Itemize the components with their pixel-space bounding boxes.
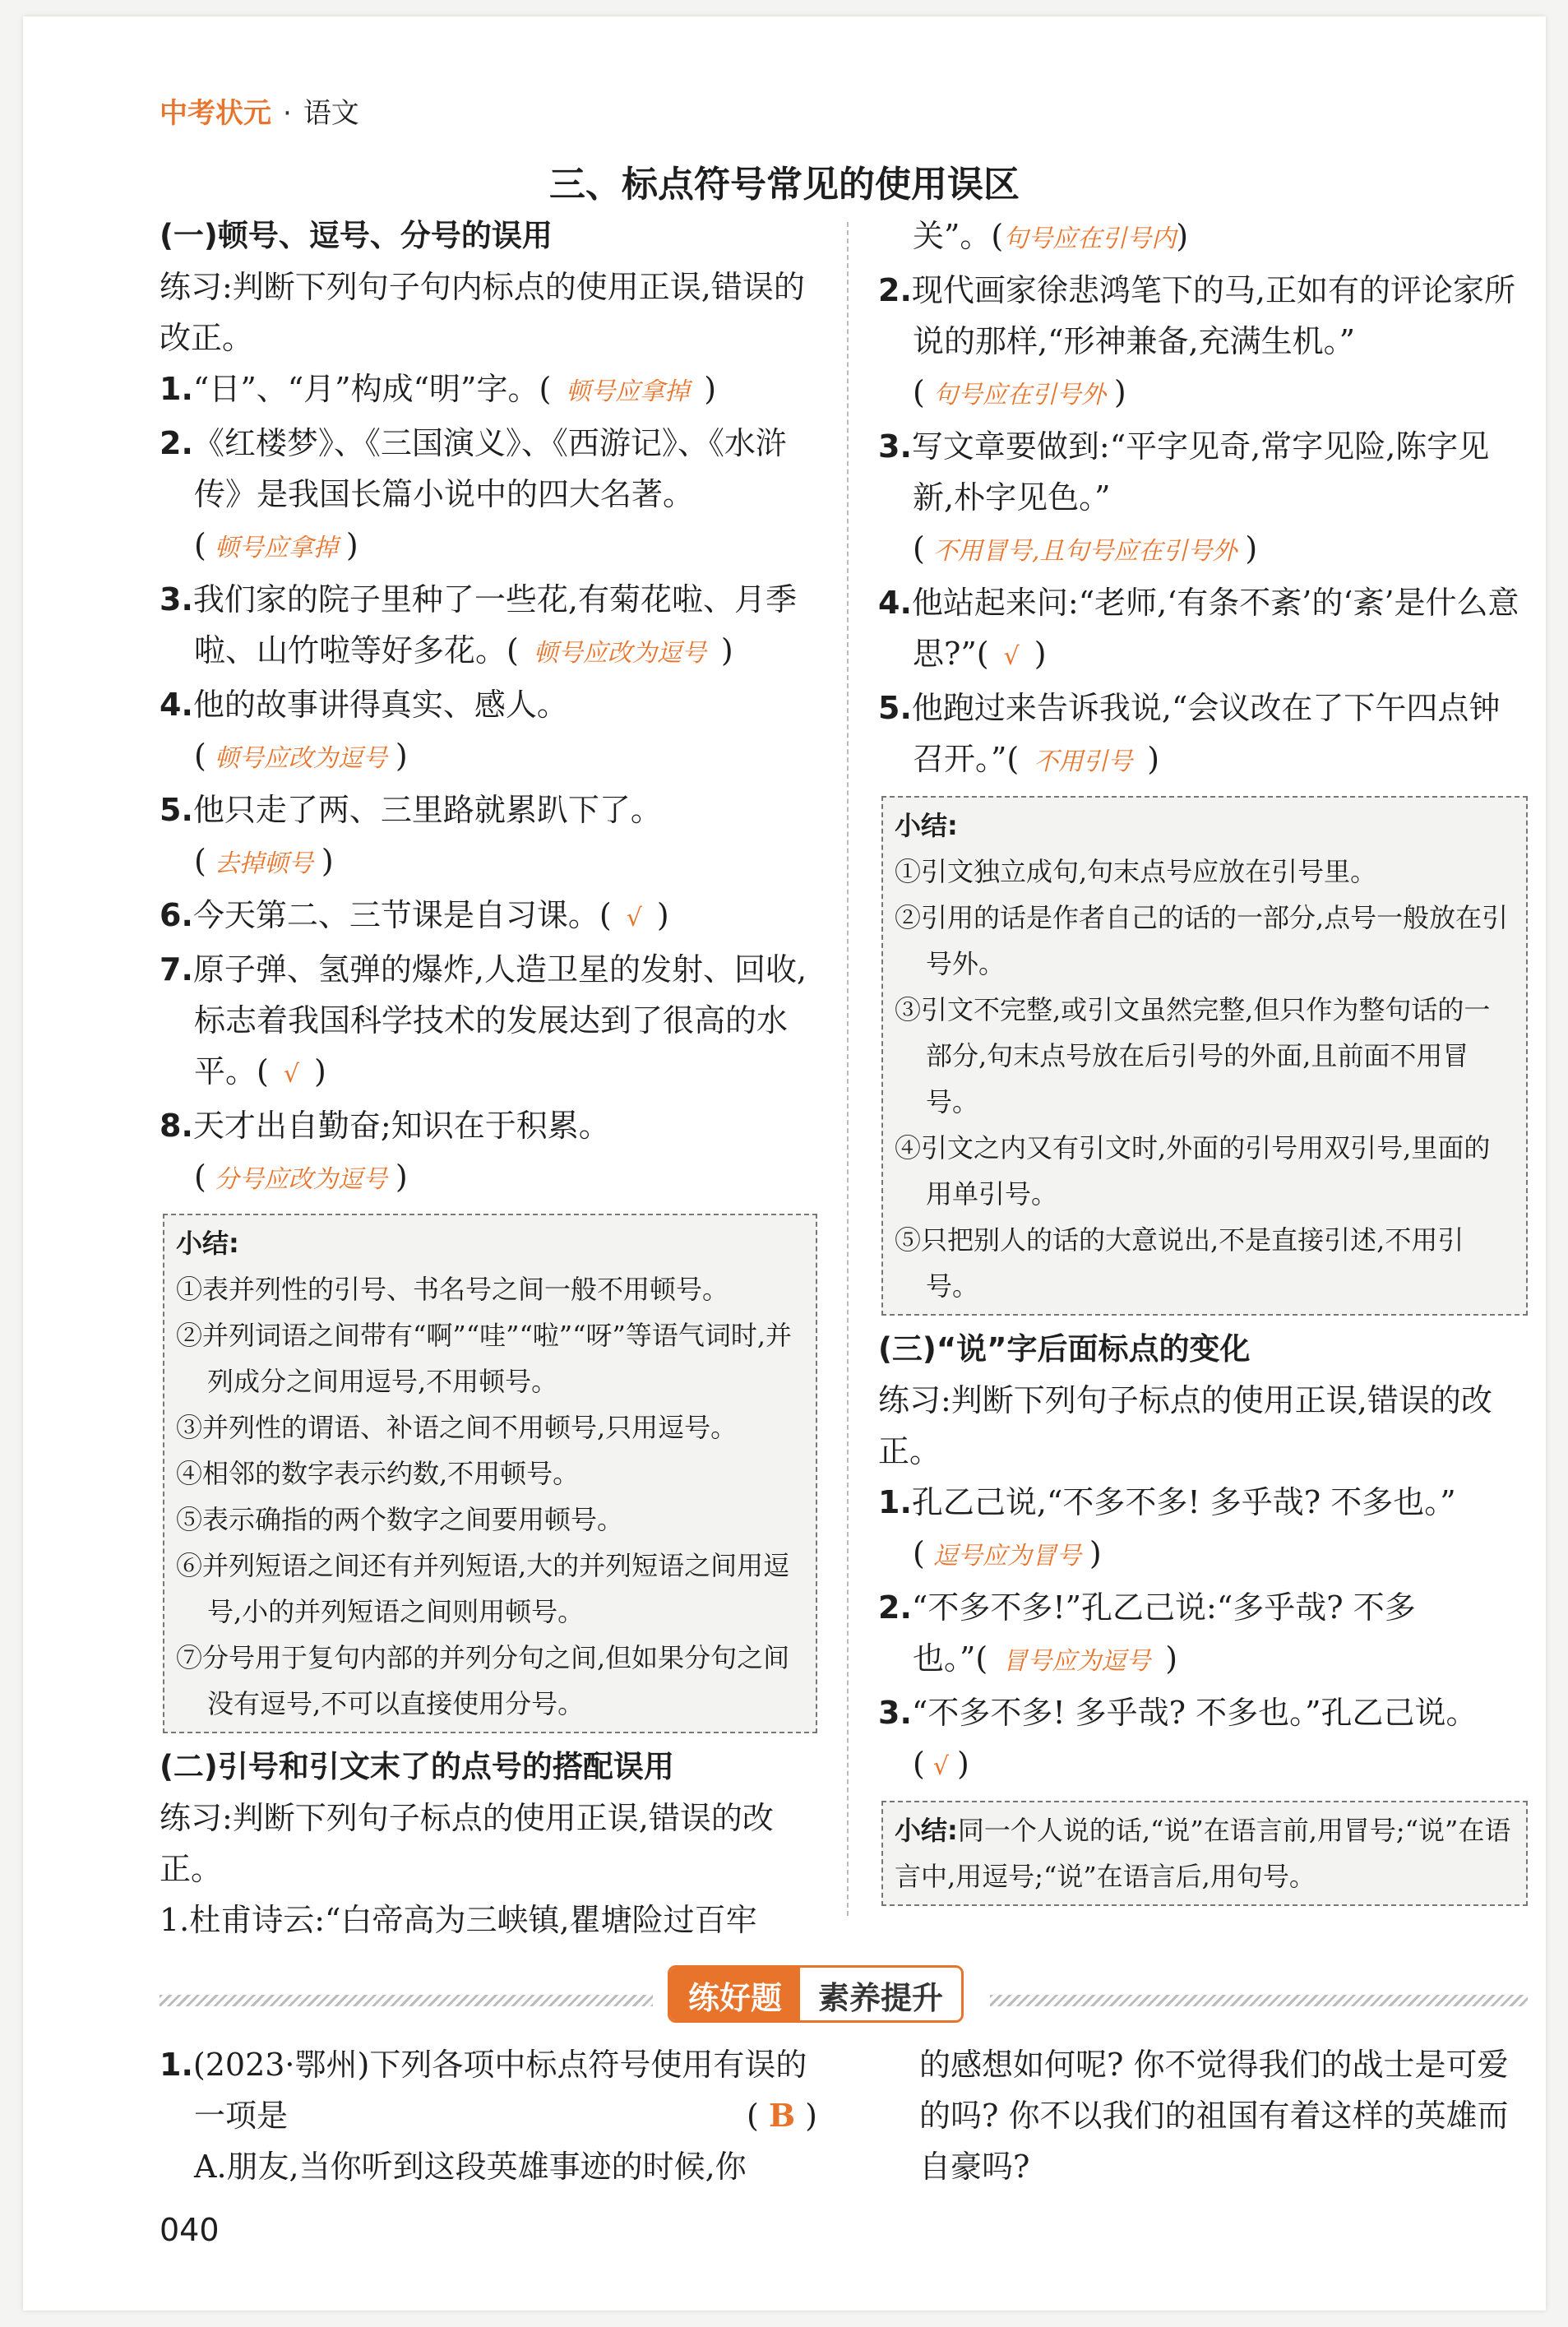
exercise-item — [878, 265, 1528, 421]
item-number: 5. — [878, 690, 912, 726]
item-text: 他站起来问:“老师,‘有条不紊’的‘紊’是什么意思?”( — [911, 585, 1519, 672]
subject-label: 语文 — [303, 97, 359, 130]
answer-line: ( 去掉顿号 ) — [194, 843, 334, 879]
answer-letter: B — [768, 2097, 796, 2134]
paren-close: ) — [805, 2098, 817, 2134]
item-text: 他的故事讲得真实、感人。 — [192, 687, 568, 723]
question-stem — [160, 2039, 817, 2141]
summary-heading: 小结: — [176, 1228, 239, 1259]
item-number: 3. — [878, 428, 912, 465]
exercise-item — [878, 1477, 1528, 1582]
item-text: 1.杜甫诗云:“白帝高为三峡镇,瞿塘险过百牢 — [160, 1902, 757, 1938]
paren-close: ) — [656, 897, 669, 933]
exercise-item — [878, 682, 1528, 788]
answer-text: 冒号应为逗号 — [1002, 1647, 1151, 1676]
exercise-item — [160, 679, 817, 784]
summary-item: ②引用的话是作者自己的话的一部分,点号一般放在引号外。 — [895, 902, 1509, 979]
exercise-item — [160, 574, 817, 679]
exercise-item — [160, 363, 817, 418]
exercise-item — [878, 577, 1528, 682]
page-header — [160, 90, 359, 131]
section-2-instruction: 练习:判断下列句子标点的使用正误,错误的改正。 — [160, 1800, 774, 1887]
banner-label-b: 素养提升 — [800, 1968, 961, 2020]
option-a: A.朋友,当你听到这段英雄事迹的时候,你 — [194, 2149, 747, 2185]
section-3-instruction: 练习:判断下列句子标点的使用正误,错误的改正。 — [878, 1382, 1492, 1469]
summary-list — [895, 849, 1515, 1309]
item-number: 1. — [878, 1484, 912, 1520]
paren-close: ) — [704, 371, 717, 407]
summary-item: ②并列词语之间带有“啊”“哇”“啦”“呀”等语气词时,并列成分之间用逗号,不用顿号。 — [176, 1320, 793, 1397]
summary-text: 同一个人说的话,“说”在语言前,用冒号;“说”在语言中,用逗号;“说”在语言后,用句号。 — [895, 1815, 1511, 1892]
item-number: 3. — [878, 1695, 912, 1731]
item-number: 2. — [878, 272, 912, 308]
item-number: 2. — [160, 425, 193, 461]
answer-line: ( 不用冒号,且句号应在引号外 ) — [913, 530, 1258, 567]
item-number: 6. — [160, 897, 193, 933]
summary-item: ④引文之内又有引文时,外面的引号用双引号,里面的用单引号。 — [895, 1132, 1491, 1210]
banner-hatch-left — [160, 1995, 653, 2006]
exercise-item — [878, 1687, 1528, 1793]
exercise-item — [160, 1100, 817, 1205]
item-number: 5. — [160, 792, 193, 828]
paren-close: ) — [1165, 1640, 1178, 1677]
item-text: 他只走了两、三里路就累趴下了。 — [192, 792, 662, 828]
exercise-item — [160, 784, 817, 890]
section-banner — [160, 1965, 1528, 2023]
answer-text: √ — [1003, 642, 1020, 671]
item-text: 写文章要做到:“平字见奇,常字见险,陈字见新,朴字见色。” — [911, 428, 1490, 516]
exercise-item — [160, 418, 817, 574]
exercise-item — [160, 890, 817, 944]
section-1-instruction: 练习:判断下列句子句内标点的使用正误,错误的改正。 — [160, 269, 805, 356]
paren-open: ( — [747, 2098, 759, 2134]
item-text: “不多不多! 多乎哉? 不多也。”孔乙己说。 — [911, 1695, 1478, 1731]
section-2-heading: (二)引号和引文末了的点号的搭配误用 — [160, 1749, 674, 1784]
answer-line: ( 分号应改为逗号 ) — [194, 1159, 408, 1195]
summary-item: ⑤只把别人的话的大意说出,不是直接引述,不用引号。 — [895, 1224, 1464, 1302]
answer-slot — [747, 2090, 817, 2141]
banner-hatch-right — [990, 1995, 1528, 2006]
section-1-heading: (一)顿号、逗号、分号的误用 — [160, 218, 553, 253]
section-3-items — [878, 1477, 1528, 1793]
page-number: 040 — [160, 2212, 220, 2248]
answer-text: 去掉顿号 — [214, 849, 313, 878]
answer-line: ( 逗号应为冒号 ) — [913, 1535, 1102, 1571]
answer-line: ( 顿号应拿掉 ) — [194, 527, 358, 563]
summary-item: ⑤表示确指的两个数字之间要用顿号。 — [176, 1504, 624, 1535]
answer-text: 顿号应拿掉 — [566, 377, 690, 406]
paren-close: ) — [720, 632, 733, 668]
item-text: 他跑过来告诉我说,“会议改在了下午四点钟召开。”( — [911, 690, 1501, 777]
item-text: 现代画家徐悲鸿笔下的马,正如有的评论家所说的那样,“形神兼备,充满生机。” — [911, 272, 1515, 359]
item-text: “日”、“月”构成“明”字。( — [192, 371, 552, 407]
item-number: 3. — [160, 581, 193, 618]
banner-tag — [668, 1965, 964, 2023]
banner-label-a: 练好题 — [670, 1968, 800, 2020]
answer-text: 逗号应为冒号 — [932, 1542, 1081, 1571]
section-2-summary — [881, 796, 1528, 1316]
answer-text: 顿号应改为逗号 — [533, 639, 706, 668]
answer-text: √ — [626, 904, 642, 932]
item-number: 8. — [160, 1108, 193, 1144]
item-text: 关”。( — [913, 218, 1004, 254]
item-number: 4. — [160, 687, 193, 723]
item-text: 今天第二、三节课是自习课。( — [192, 897, 612, 933]
section-2-item-1-continued: 关”。(句号应在引号内) — [913, 218, 1189, 254]
section-1-summary — [163, 1214, 817, 1733]
section-3-summary — [881, 1801, 1528, 1906]
paren-close: ) — [313, 1053, 326, 1089]
right-column — [878, 210, 1528, 1914]
summary-item: ⑦分号用于复句内部的并列分句之间,但如果分句之间没有逗号,不可以直接使用分号。 — [176, 1642, 790, 1719]
answer-line: ( 句号应在引号外 ) — [913, 374, 1126, 410]
exercise-item — [160, 944, 817, 1100]
section-2-item-1 — [160, 1894, 817, 1945]
exercise-item — [878, 421, 1528, 577]
item-number: 7. — [160, 951, 193, 988]
item-number: 2. — [878, 1589, 912, 1626]
summary-item: ①引文独立成句,句末点号应放在引号里。 — [895, 856, 1377, 887]
section-2-items — [878, 265, 1528, 788]
paren-close: ) — [1034, 636, 1047, 672]
answer-line: ( 顿号应改为逗号 ) — [194, 738, 408, 774]
item-text: 《红楼梦》、《三国演义》、《西游记》、《水浒传》是我国长篇小说中的四大名著。 — [192, 425, 787, 512]
summary-heading: 小结: — [895, 1815, 958, 1846]
summary-item: ①表并列性的引号、书名号之间一般不用顿号。 — [176, 1274, 729, 1305]
option-a-continued: 的感想如何呢? 你不觉得我们的战士是可爱的吗? 你不以我们的祖国有着这样的英雄而自豪吗? — [919, 2047, 1509, 2185]
summary-item: ⑥并列短语之间还有并列短语,大的并列短语之间用逗号,小的并列短语之间则用顿号。 — [176, 1550, 790, 1627]
exercise-item — [878, 1582, 1528, 1687]
answer-text: √ — [283, 1060, 299, 1089]
answer-text: 句号应在引号内 — [1003, 224, 1177, 253]
item-number: 1. — [160, 371, 193, 407]
item-text: 我们家的院子里种了一些花,有菊花啦、月季啦、山竹啦等好多花。( — [192, 581, 797, 668]
summary-item: ③并列性的谓语、补语之间不用顿号,只用逗号。 — [176, 1412, 738, 1443]
question-text: (2023·鄂州)下列各项中标点符号使用有误的一项是 — [192, 2047, 807, 2134]
left-column — [160, 210, 817, 1945]
page-title: 三、标点符号常见的使用误区 — [549, 164, 1020, 206]
answer-text: 顿号应拿掉 — [214, 534, 338, 562]
item-text: 原子弹、氢弹的爆炸,人造卫星的发射、回收,标志着我国科学技术的发展达到了很高的水平。( — [192, 951, 807, 1089]
answer-text: 顿号应改为逗号 — [214, 744, 387, 773]
header-dot: · — [283, 97, 292, 130]
summary-heading: 小结: — [895, 810, 958, 841]
brand-logo: 中考状元 — [160, 97, 271, 130]
item-text: 孔乙己说,“不多不多! 多乎哉? 不多也。” — [911, 1484, 1456, 1520]
section-1-items — [160, 363, 817, 1205]
answer-text: 分号应改为逗号 — [214, 1165, 387, 1194]
column-divider — [847, 222, 849, 1916]
answer-text: √ — [932, 1752, 949, 1781]
answer-text: 不用冒号,且句号应在引号外 — [932, 537, 1237, 566]
answer-text: 不用引号 — [1034, 747, 1133, 776]
page — [23, 16, 1546, 2311]
question-number: 1. — [160, 2047, 193, 2083]
item-number: 4. — [878, 585, 912, 621]
summary-item: ③引文不完整,或引文虽然完整,但只作为整句话的一部分,句末点号放在后引号的外面,且前面不用冒号。 — [895, 994, 1491, 1117]
summary-list — [176, 1266, 804, 1727]
paren-close: ) — [1147, 741, 1160, 777]
item-text: “不多不多!”孔乙己说:“多乎哉? 不多也。”( — [911, 1589, 1416, 1677]
question-1 — [160, 2039, 817, 2192]
answer-text: 句号应在引号外 — [932, 381, 1106, 409]
section-3-heading: (三)“说”字后面标点的变化 — [878, 1331, 1251, 1367]
answer-line: ( √ ) — [913, 1746, 969, 1782]
item-text: 天才出自勤奋;知识在于积累。 — [192, 1108, 610, 1144]
summary-item: ④相邻的数字表示约数,不用顿号。 — [176, 1458, 580, 1489]
